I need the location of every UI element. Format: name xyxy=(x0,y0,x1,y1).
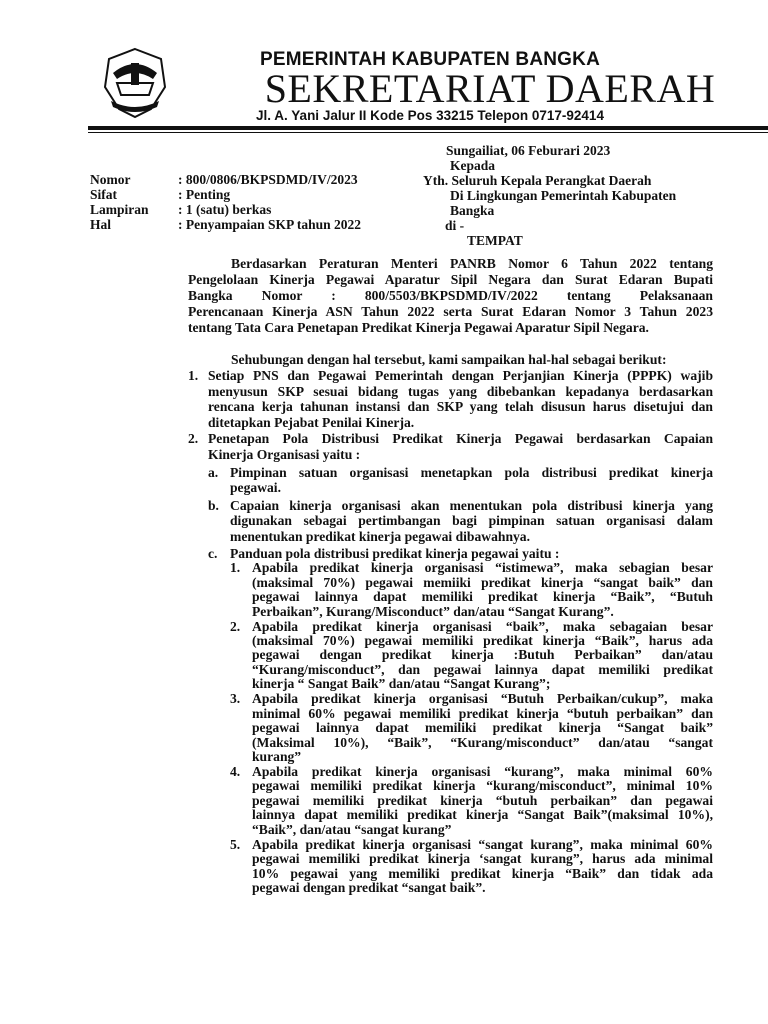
text-line: minimal 60% pegawai memiliki predikat kinerja “butuh perbaikan” dan xyxy=(252,705,713,721)
letterhead-government: PEMERINTAH KABUPATEN BANGKA xyxy=(259,49,600,70)
text-line: Penetapan Pola Distribusi Predikat Kinerja Pegawai berdasarkan Capaian xyxy=(208,431,713,447)
list-number: 2. xyxy=(230,618,241,634)
list-number: 2. xyxy=(188,431,199,447)
sub-list-item xyxy=(252,561,713,619)
meta-value: : Penting xyxy=(178,187,231,202)
list-number: c. xyxy=(208,545,218,561)
meta-label: Nomor xyxy=(90,172,131,187)
sub-list-item xyxy=(252,765,713,837)
list-number: 1. xyxy=(230,560,241,576)
list-item xyxy=(208,368,713,430)
letter-date: Sungailiat, 06 Feburari 2023 xyxy=(446,143,611,158)
list-item xyxy=(230,465,713,496)
text-line: Perencanaan Kinerja ASN Tahun 2022 serta Surat Edaran Nomor 3 Tahun 2023 xyxy=(188,304,713,319)
list-item xyxy=(230,546,713,562)
list-number: 3. xyxy=(230,691,241,707)
meta-label: Lampiran xyxy=(90,202,149,217)
paragraph-intro xyxy=(188,256,713,336)
letterhead-divider-thin xyxy=(88,132,768,133)
recipient-line: Bangka xyxy=(450,203,495,218)
list-number: 5. xyxy=(230,836,241,852)
text-line: menentukan predikat kinerja pegawai dibawahnya. xyxy=(230,528,530,544)
text-line: Kinerja Organisasi yaitu : xyxy=(208,446,361,462)
recipient-line: Yth. Seluruh Kepala Perangkat Daerah xyxy=(423,173,652,188)
text-line: pegawai memiliki predikat kinerja ‘sangat kurang”, harus ada minimal xyxy=(252,851,713,867)
meta-value: : 1 (satu) berkas xyxy=(178,202,272,217)
text-line: (Maksimal 10%), “Baik”, “Kurang/misconduct” dan/atau “sangat xyxy=(252,734,713,750)
text-line: pegawai memiliki predikat kinerja “butuh perbaikan” dan pegawai xyxy=(252,792,713,808)
text-line: Capaian kinerja organisasi akan menentukan pola distribusi kinerja yang xyxy=(230,497,713,513)
recipient-line: Di Lingkungan Pemerintah Kabupaten xyxy=(450,188,677,203)
list-number: a. xyxy=(208,464,219,480)
list-item xyxy=(230,498,713,545)
regency-logo xyxy=(103,47,167,119)
text-line: (maksimal 70%) pegawai memiliki predikat kinerja “Baik”, harus ada xyxy=(252,632,713,648)
text-line: pegawai lainnya dapat memiliki predikat kinerja “Baik”, “Butuh xyxy=(252,589,713,605)
text-line: rencana kerja tahunan instansi dan SKP yang telah disusun harus disetujui dan xyxy=(208,399,713,415)
text-line: tentang Tata Cara Penetapan Predikat Kinerja Pegawai Aparatur Sipil Negara. xyxy=(188,320,649,335)
sub-list-item xyxy=(252,692,713,764)
list-item xyxy=(208,431,713,462)
sub-list-item xyxy=(252,620,713,692)
meta-label: Sifat xyxy=(90,187,117,202)
text-line: Setiap PNS dan Pegawai Pemerintah dengan Perjanjian Kinerja (PPPK) wajib xyxy=(208,368,713,383)
text-line: digunakan sebagai pertimbangan bagi pimpinan satuan organisasi dalam xyxy=(230,513,713,529)
text-line: “Baik”, dan/atau “sangat kurang” xyxy=(252,821,452,837)
text-line: Pimpinan satuan organisasi menetapkan pola distribusi predikat kinerja xyxy=(230,464,713,480)
letterhead-office: SEKRETARIAT DAERAH xyxy=(264,66,716,111)
text-line: Apabila predikat kinerja organisasi “baik”, maka sebagaian besar xyxy=(252,618,713,634)
text-line: kurang” xyxy=(252,749,302,764)
text-line: (maksimal 70%) pegawai memiiki predikat kinerja “sangat baik” dan xyxy=(252,574,713,590)
text-line: Apabila predikat kinerja organisasi “Butuh Perbaikan/cukup”, maka xyxy=(252,691,713,707)
text-line: pegawai dengan predikat “sangat baik”. xyxy=(252,880,486,896)
text-line: pegawai memiliki predikat kinerja “kurang/misconduct”, minimal 10% xyxy=(252,778,713,794)
text-line: Panduan pola distribusi predikat kinerja pegawai yaitu : xyxy=(230,545,560,561)
text-line: 10% pegawai yang memiliki predikat kinerja “Baik” dan tidak ada xyxy=(252,865,713,881)
recipient-tempat: TEMPAT xyxy=(467,233,523,248)
list-number: b. xyxy=(208,497,219,513)
text-line: Apabila predikat kinerja organisasi “sangat kurang”, maka minimal 60% xyxy=(252,836,713,852)
text-line: Apabila predikat kinerja organisasi “kurang”, maka minimal 60% xyxy=(252,764,713,779)
meta-value: : Penyampaian SKP tahun 2022 xyxy=(178,217,362,232)
list-number: 4. xyxy=(230,764,241,779)
text-line: Perbaikan”, Kurang/Misconduct” dan/atau “Sangat Kurang”. xyxy=(252,603,614,619)
text-line: Pengelolaan Kinerja Pegawai Aparatur Sipil Negara dan Surat Edaran Bupati xyxy=(188,272,713,287)
text-line: pegawai dengan predikat kinerja :Butuh Perbaikan” dan/atau xyxy=(252,647,713,663)
text-line: pegawai. xyxy=(230,480,281,496)
meta-value: : 800/0806/BKPSDMD/IV/2023 xyxy=(178,172,358,187)
text-line: Berdasarkan Peraturan Menteri PANRB Nomor 6 Tahun 2022 tentang xyxy=(231,256,713,271)
recipient-di: di - xyxy=(445,218,465,233)
text-line: “Kurang/misconduct”, dan pegawai lainnya dapat memiliki predikat xyxy=(252,661,713,677)
text-line: kinerja “ Sangat Baik” dan/atau “Sangat Kurang”; xyxy=(252,676,551,692)
text-line: pegawai lainnya dapat memiliki predikat kinerja “Sangat baik” xyxy=(252,720,713,736)
text-line: ditetapkan Pejabat Penilai Kinerja. xyxy=(208,414,415,430)
text-line: Bangka Nomor : 800/5503/BKPSDMD/IV/2022 tentang Pelaksanaan xyxy=(188,288,713,303)
kepada: Kepada xyxy=(450,158,496,173)
text-line: Apabila predikat kinerja organisasi “istimewa”, maka sebagian besar xyxy=(252,560,713,576)
letterhead-address: Jl. A. Yani Jalur II Kode Pos 33215 Telepon 0717-92414 xyxy=(256,108,604,123)
meta-label: Hal xyxy=(90,217,112,232)
text-line: lainnya dapat memiliki predikat kinerja “Sangat Baik”(maksimal 10%), xyxy=(252,807,713,823)
text-line: menyusun SKP sesuai bidang tugas yang dibebankan kepadanya berdasarkan xyxy=(208,383,713,399)
letterhead-divider xyxy=(88,126,768,130)
paragraph-transition: Sehubungan dengan hal tersebut, kami sampaikan hal-hal sebagai berikut: xyxy=(231,352,667,367)
sub-list-item xyxy=(252,838,713,896)
list-number: 1. xyxy=(188,368,199,383)
